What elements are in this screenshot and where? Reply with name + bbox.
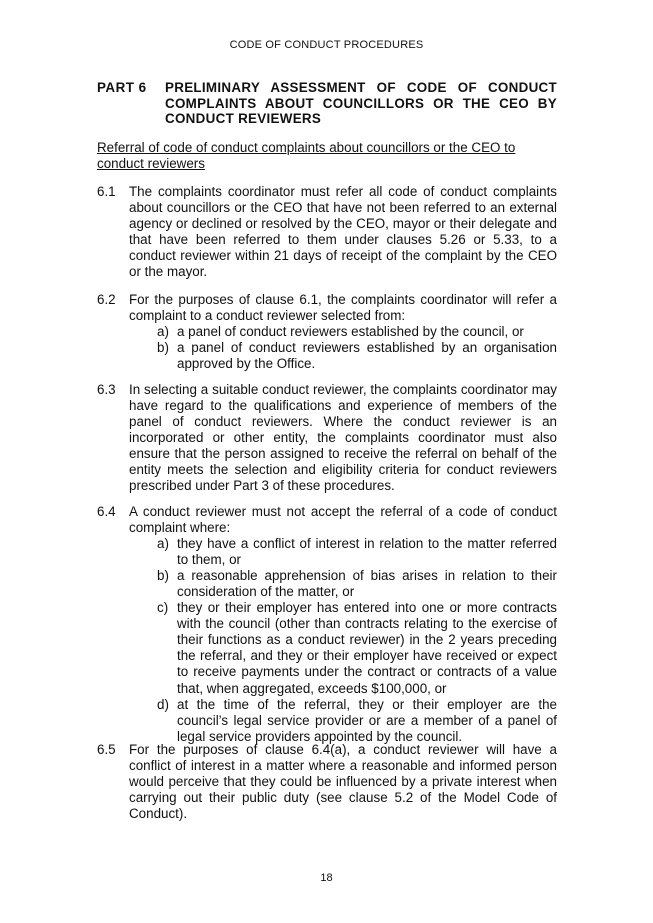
clause-number: 6.1 — [97, 184, 116, 199]
list-item — [157, 600, 557, 696]
list-item — [157, 568, 557, 600]
item-label: a) — [157, 536, 169, 552]
clause-text: The complaints coordinator must refer all code of conduct complaints about councillors or the CEO that have not been referred to an external agency or declined or resolved by the CEO, mayor or their delegate and that have been referred to them under clauses 5.26 or 5.33, to a conduct reviewer within 21 days of receipt of the complaint by the CEO or the mayor. — [129, 184, 557, 280]
running-header: CODE OF CONDUCT PROCEDURES — [229, 39, 424, 51]
clause-6-3 — [97, 382, 557, 494]
part-heading — [97, 80, 557, 127]
item-text: a panel of conduct reviewers established by the council, or — [177, 324, 524, 340]
item-text: a panel of conduct reviewers established by an organisation approved by the Office. — [177, 340, 557, 372]
clause-sublist — [129, 324, 557, 372]
section-subheading: Referral of code of conduct complaints about councillors or the CEO to conduct reviewers — [97, 140, 516, 171]
clause-text: For the purposes of clause 6.4(a), a conduct reviewer will have a conflict of interest in a matter where a reasonable and informed person would perceive that they could be influenced by a private interest when carrying out their public duty (see clause 5.2 of the Model Code of Conduct). — [129, 742, 557, 822]
clause-6-4 — [97, 504, 557, 745]
clause-text: A conduct reviewer must not accept the referral of a code of conduct complaint where: — [129, 504, 557, 536]
item-label: a) — [157, 324, 169, 340]
list-item — [157, 340, 557, 372]
clause-number: 6.5 — [97, 742, 116, 757]
item-text: they have a conflict of interest in relation to the matter referred to them, or — [177, 536, 557, 568]
item-label: b) — [157, 568, 169, 584]
clause-6-2 — [97, 292, 557, 372]
clause-number: 6.2 — [97, 292, 116, 307]
item-text: at the time of the referral, they or their employer are the council’s legal service provider or are a member of a panel of legal service providers appointed by the council. — [177, 696, 557, 744]
item-label: d) — [157, 696, 169, 712]
clause-6-5 — [97, 742, 557, 822]
item-text: a reasonable apprehension of bias arises in relation to their consideration of the matter, or — [177, 568, 557, 600]
clause-text: For the purposes of clause 6.1, the complaints coordinator will refer a complaint to a conduct reviewer selected from: — [129, 292, 557, 324]
part-title: PRELIMINARY ASSESSMENT OF CODE OF CONDUCT COMPLAINTS ABOUT COUNCILLORS OR THE CEO BY CONDUCT REVIEWERS — [165, 80, 557, 127]
clause-number: 6.3 — [97, 382, 116, 397]
item-label: c) — [157, 600, 169, 616]
part-number: PART 6 — [97, 80, 147, 95]
clause-6-1 — [97, 184, 557, 280]
item-text: they or their employer has entered into one or more contracts with the council (other than contracts relating to the exercise of their functions as a conduct reviewer) in the 2 years preceding the referral, and they or their employer have received or expect to receive payments under the contract or contracts of a value that, when aggregated, exceeds $100,000, or — [177, 600, 557, 696]
clause-text: In selecting a suitable conduct reviewer, the complaints coordinator may have regard to the qualifications and experience of members of the panel of conduct reviewers. Where the conduct reviewer is an incorporated or other entity, the complaints coordinator must also ensure that the person assigned to receive the referral on behalf of the entity meets the selection and eligibility criteria for conduct reviewers prescribed under Part 3 of these procedures. — [129, 382, 557, 494]
page-number: 18 — [320, 872, 333, 884]
list-item — [157, 697, 557, 745]
clause-number: 6.4 — [97, 504, 116, 519]
list-item — [157, 536, 557, 568]
clause-sublist — [129, 536, 557, 745]
list-item — [157, 324, 557, 340]
item-label: b) — [157, 340, 169, 356]
